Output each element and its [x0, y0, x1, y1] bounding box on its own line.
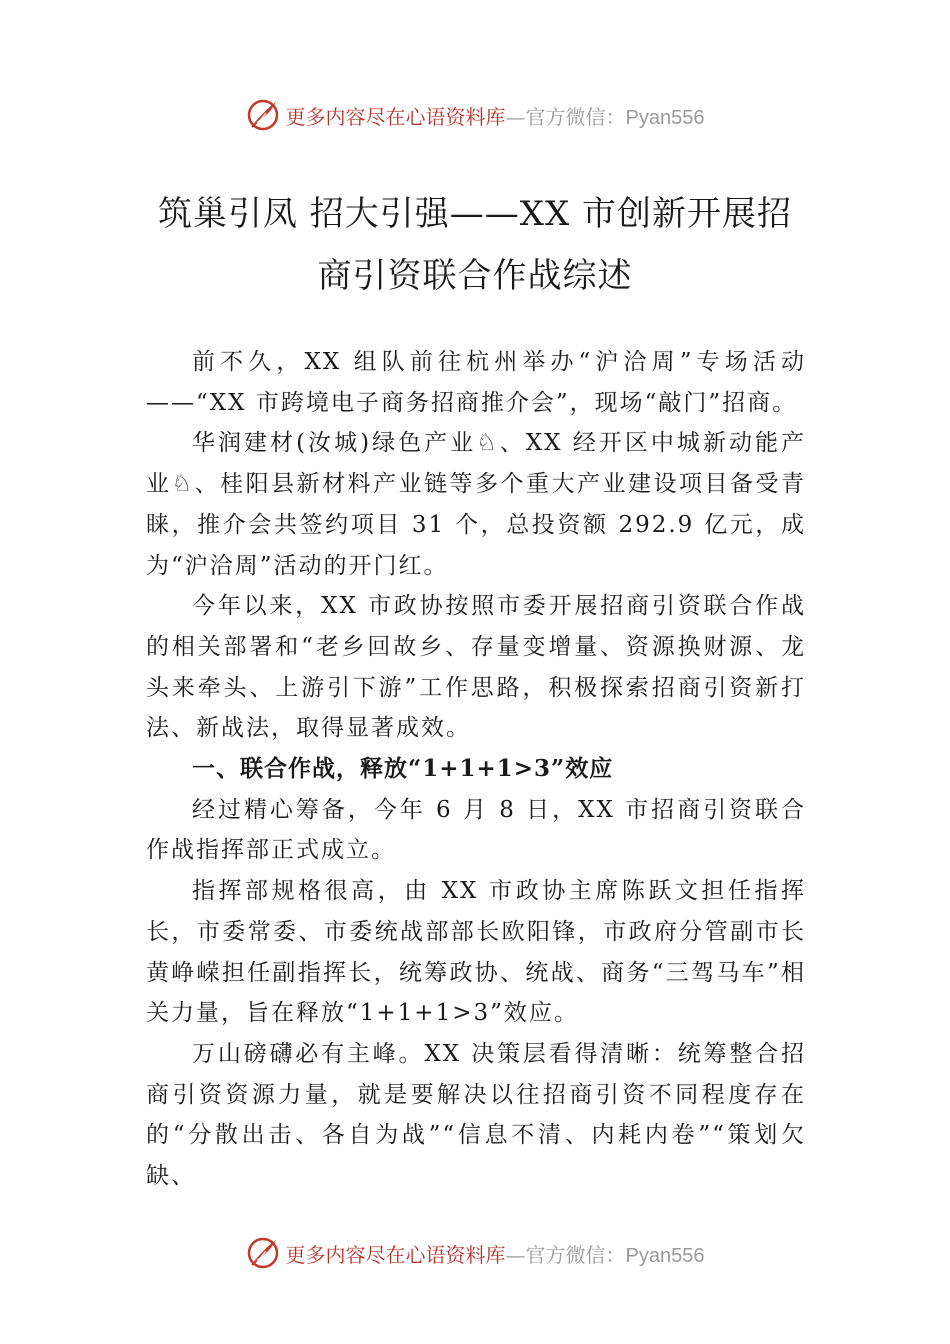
banner-text [286, 101, 705, 130]
banner-wechat-label: 官方微信： [525, 104, 626, 129]
banner-text [286, 1239, 705, 1268]
header-banner [0, 95, 950, 135]
section-heading: 一、联合作战，释放“1+1+1>3”效应 [192, 755, 614, 783]
paragraph: 指挥部规格很高，由 XX 市政协主席陈跃文担任指挥长，市委常委、市委统战部部长欧阳锋，市政府分管副市长黄峥嵘担任副指挥长，统筹政协、统战、商务“三驾马车”相关力量，旨在释放“1+1+1>3”效应。 [146, 878, 806, 1027]
paragraph: 今年以来，XX 市政协按照市委开展招商引资联合作战的相关部署和“老乡回故乡、存量变增量、资源换财源、龙头来牵头、上游引下游”工作思路，积极探索招商引资新打法、新战法，取得显著成效。 [146, 593, 806, 742]
title-line-1: 筑巢引凤 招大引强——XX 市创新开展招 [157, 194, 793, 234]
paragraph: 华润建材(汝城)绿色产业♘、XX 经开区中城新动能产业♘、桂阳县新材料产业链等多个重大产业建设项目备受青睐，推介会共签约项目 31 个，总投资额 292.9 亿元，成为“沪洽周”活动的开门红。 [146, 430, 806, 579]
quill-logo-icon [246, 1235, 282, 1271]
banner-separator: — [505, 1242, 526, 1267]
paragraph: 经过精心筹备，今年 6 月 8 日，XX 市招商引资联合作战指挥部正式成立。 [146, 796, 806, 864]
banner-wechat-id: Pyan556 [625, 106, 705, 129]
document-title [130, 183, 820, 307]
footer-banner [0, 1233, 950, 1273]
banner-wechat-id: Pyan556 [625, 1244, 705, 1267]
paragraph: 万山磅礴必有主峰。XX 决策层看得清晰：统筹整合招商引资资源力量，就是要解决以往招商引资不同程度存在的“分散出击、各自为战”“信息不清、内耗内卷”“策划欠缺、 [146, 1040, 806, 1190]
banner-site-name: 更多内容尽在心语资料库 [285, 1242, 506, 1267]
quill-logo-icon [246, 97, 282, 133]
paragraph: 前不久，XX 组队前往杭州举办“沪洽周”专场活动——“XX 市跨境电子商务招商推介会”，现场“敲门”招商。 [146, 349, 806, 416]
title-line-2: 商引资联合作战综述 [317, 256, 633, 296]
document-body [146, 342, 806, 1197]
banner-wechat-label: 官方微信： [525, 1242, 626, 1267]
banner-site-name: 更多内容尽在心语资料库 [285, 104, 506, 129]
banner-separator: — [505, 104, 526, 129]
